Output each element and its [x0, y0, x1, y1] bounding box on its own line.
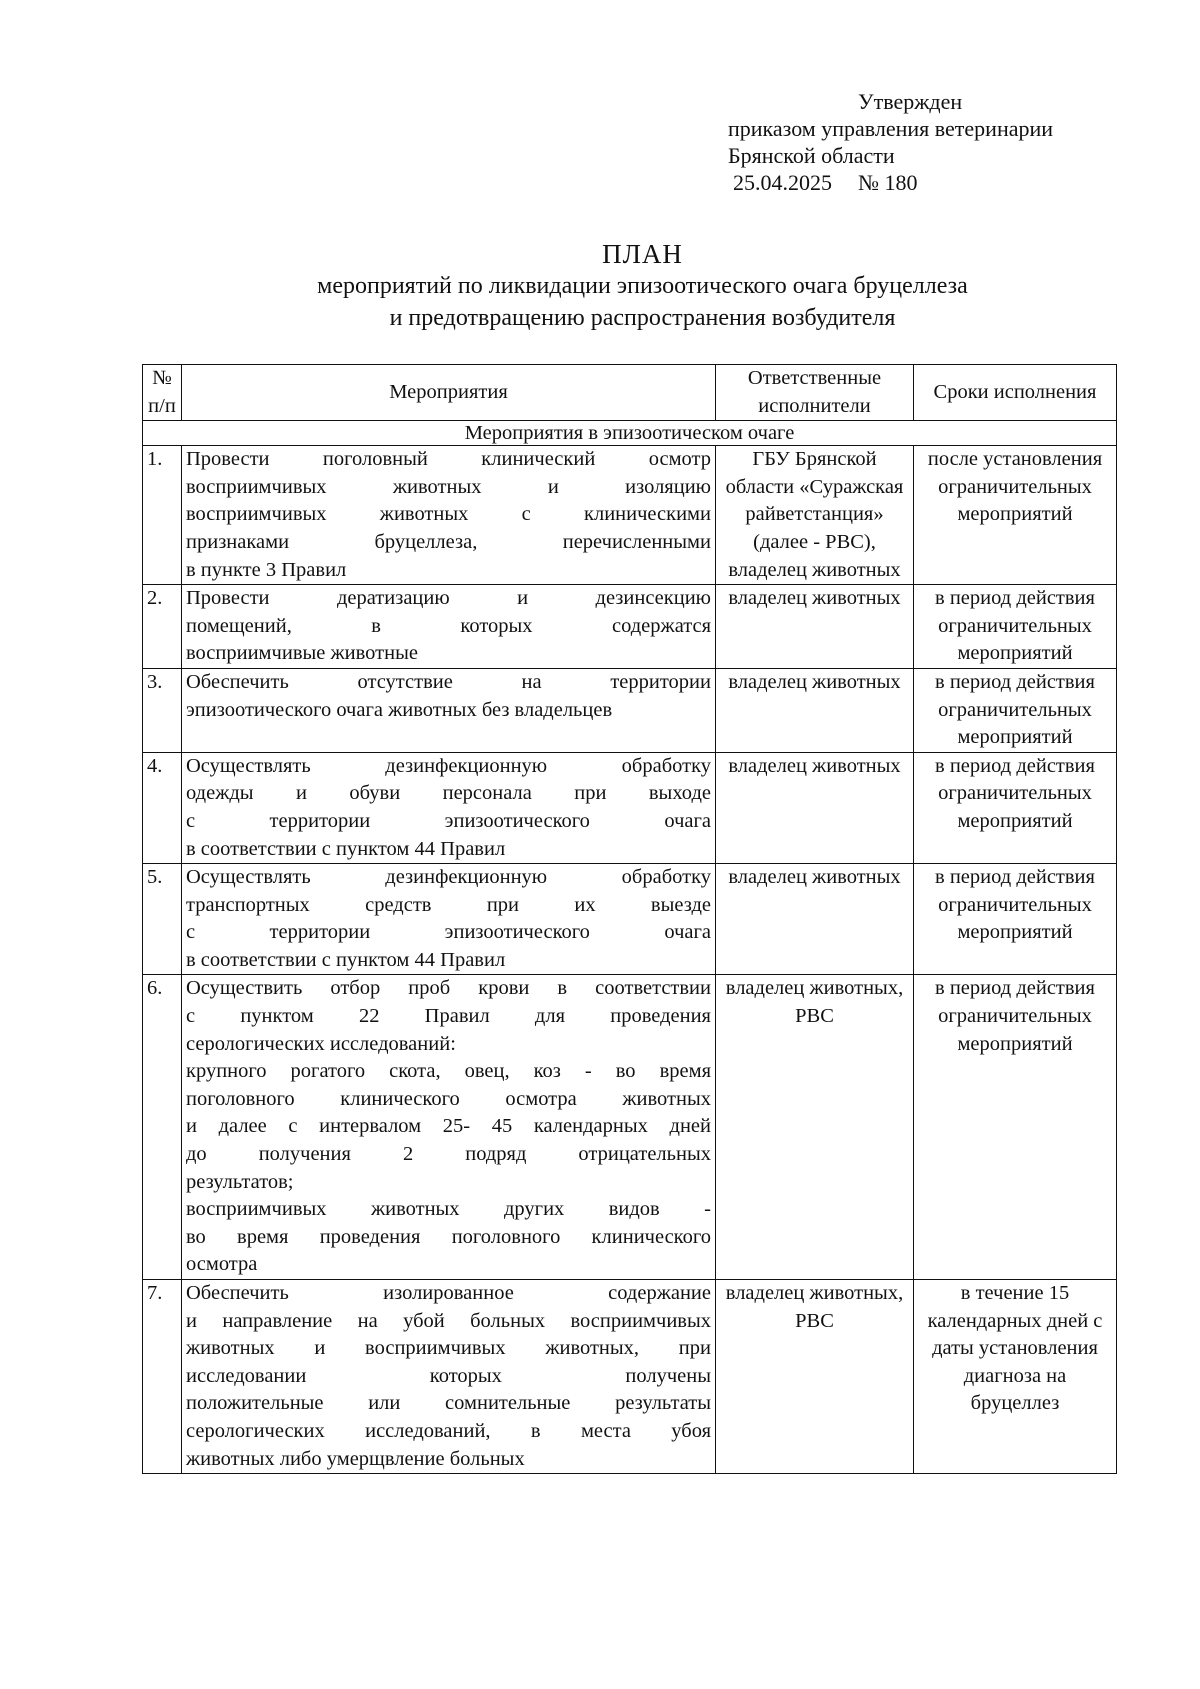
row-number: 6. [143, 975, 182, 1280]
activity-line: во время проведения поголовного клинического [186, 1225, 711, 1248]
row-responsible: владелец животных [716, 864, 914, 975]
activity-line: Осуществлять дезинфекционную обработку [186, 866, 711, 889]
table-row [143, 668, 1117, 752]
activity-line: крупного рогатого скота, овец, коз - во время [186, 1060, 711, 1083]
table-row [143, 864, 1117, 975]
activity-line: восприимчивых животных других видов - [186, 1198, 711, 1221]
approval-date-number [728, 169, 1148, 196]
header-deadline: Сроки исполнения [914, 365, 1117, 421]
row-activity [182, 668, 716, 752]
activity-line: транспортных средств при их выезде [186, 893, 711, 916]
header-activity: Мероприятия [182, 365, 716, 421]
plan-subtitle-line-2: и предотвращению распространения возбудителя [389, 305, 896, 331]
activity-line: в соответствии с пунктом 44 Правил [186, 837, 506, 860]
row-number: 3. [143, 668, 182, 752]
row-activity [182, 752, 716, 863]
approval-stamp [728, 88, 1148, 196]
activity-line: Провести поголовный клинический осмотр [186, 448, 711, 471]
activity-line: серологических исследований, в места убоя [186, 1419, 711, 1442]
approval-region: Брянской области [728, 143, 895, 168]
header-responsible: Ответственные исполнители [716, 365, 914, 421]
row-deadline: в период действия ограничительных мероприятий [914, 585, 1117, 669]
row-deadline: в период действия ограничительных мероприятий [914, 864, 1117, 975]
activity-line: животных либо умерщвление больных [186, 1447, 525, 1470]
activity-line: исследовании которых получены [186, 1364, 711, 1387]
document-title [0, 238, 1200, 334]
activity-line: в соответствии с пунктом 44 Правил [186, 948, 506, 971]
activity-line: в пункте 3 Правил [186, 558, 347, 581]
row-responsible: ГБУ Брянской области «Суражская райветстанция» (далее - РВС), владелец животных [716, 446, 914, 585]
row-number: 7. [143, 1280, 182, 1474]
approval-title: Утвержден [858, 89, 963, 114]
activity-line: с территории эпизоотического очага [186, 809, 711, 832]
activity-line: эпизоотического очага животных без владельцев [186, 698, 613, 721]
approval-number: № 180 [858, 170, 918, 195]
activity-line: Осуществлять дезинфекционную обработку [186, 754, 711, 777]
table-row [143, 585, 1117, 669]
activity-line: серологических исследований: [186, 1032, 456, 1055]
activity-line: с пунктом 22 Правил для проведения [186, 1005, 711, 1028]
activity-line: восприимчивых животных с клиническими [186, 503, 711, 526]
row-activity [182, 975, 716, 1280]
table-row [143, 975, 1117, 1280]
row-deadline: в период действия ограничительных мероприятий [914, 752, 1117, 863]
row-activity [182, 585, 716, 669]
row-activity [182, 864, 716, 975]
approval-order: приказом управления ветеринарии [728, 116, 1054, 141]
activity-line: поголовного клинического осмотра животных [186, 1087, 711, 1110]
row-responsible: владелец животных [716, 585, 914, 669]
plan-table [142, 364, 1117, 1474]
table-header-row [143, 365, 1117, 421]
table-row [143, 1280, 1117, 1474]
row-activity [182, 446, 716, 585]
activity-line: помещений, в которых содержатся [186, 614, 711, 637]
row-responsible: владелец животных, РВС [716, 975, 914, 1280]
row-number: 2. [143, 585, 182, 669]
activity-line: положительные или сомнительные результаты [186, 1392, 711, 1415]
activity-line: восприимчивые животные [186, 642, 418, 665]
row-deadline: в течение 15 календарных дней с даты установления диагноза на бруцеллез [914, 1280, 1117, 1474]
activity-line: Осуществить отбор проб крови в соответствии [186, 977, 711, 1000]
activity-line: результатов; [186, 1170, 294, 1193]
activity-line: восприимчивых животных и изоляцию [186, 475, 711, 498]
table-row [143, 446, 1117, 585]
activity-line: признаками бруцеллеза, перечисленными [186, 530, 711, 553]
activity-line: Провести дератизацию и дезинсекцию [186, 587, 711, 610]
activity-line: животных и восприимчивых животных, при [186, 1337, 711, 1360]
row-deadline: в период действия ограничительных мероприятий [914, 668, 1117, 752]
row-deadline: в период действия ограничительных мероприятий [914, 975, 1117, 1280]
plan-subtitle-line-1: мероприятий по ликвидации эпизоотического очага бруцеллеза [317, 273, 968, 299]
row-activity [182, 1280, 716, 1474]
activity-line: с территории эпизоотического очага [186, 921, 711, 944]
activity-line: осмотра [186, 1253, 258, 1276]
row-deadline: после установления ограничительных мероприятий [914, 446, 1117, 585]
row-responsible: владелец животных [716, 668, 914, 752]
section-row [143, 421, 1117, 446]
activity-line: и направление на убой больных восприимчивых [186, 1309, 711, 1332]
activity-line: Обеспечить отсутствие на территории [186, 670, 711, 693]
activity-line: до получения 2 подряд отрицательных [186, 1143, 711, 1166]
activity-line: и далее с интервалом 25- 45 календарных дней [186, 1115, 711, 1138]
row-number: 4. [143, 752, 182, 863]
row-responsible: владелец животных [716, 752, 914, 863]
header-num: № п/п [143, 365, 182, 421]
section-title: Мероприятия в эпизоотическом очаге [143, 421, 1117, 446]
row-number: 1. [143, 446, 182, 585]
activity-line: одежды и обуви персонала при выходе [186, 782, 711, 805]
row-responsible: владелец животных, РВС [716, 1280, 914, 1474]
approval-date: 25.04.2025 [733, 170, 832, 195]
plan-heading: ПЛАН [602, 239, 683, 269]
table-row [143, 752, 1117, 863]
row-number: 5. [143, 864, 182, 975]
activity-line: Обеспечить изолированное содержание [186, 1282, 711, 1304]
